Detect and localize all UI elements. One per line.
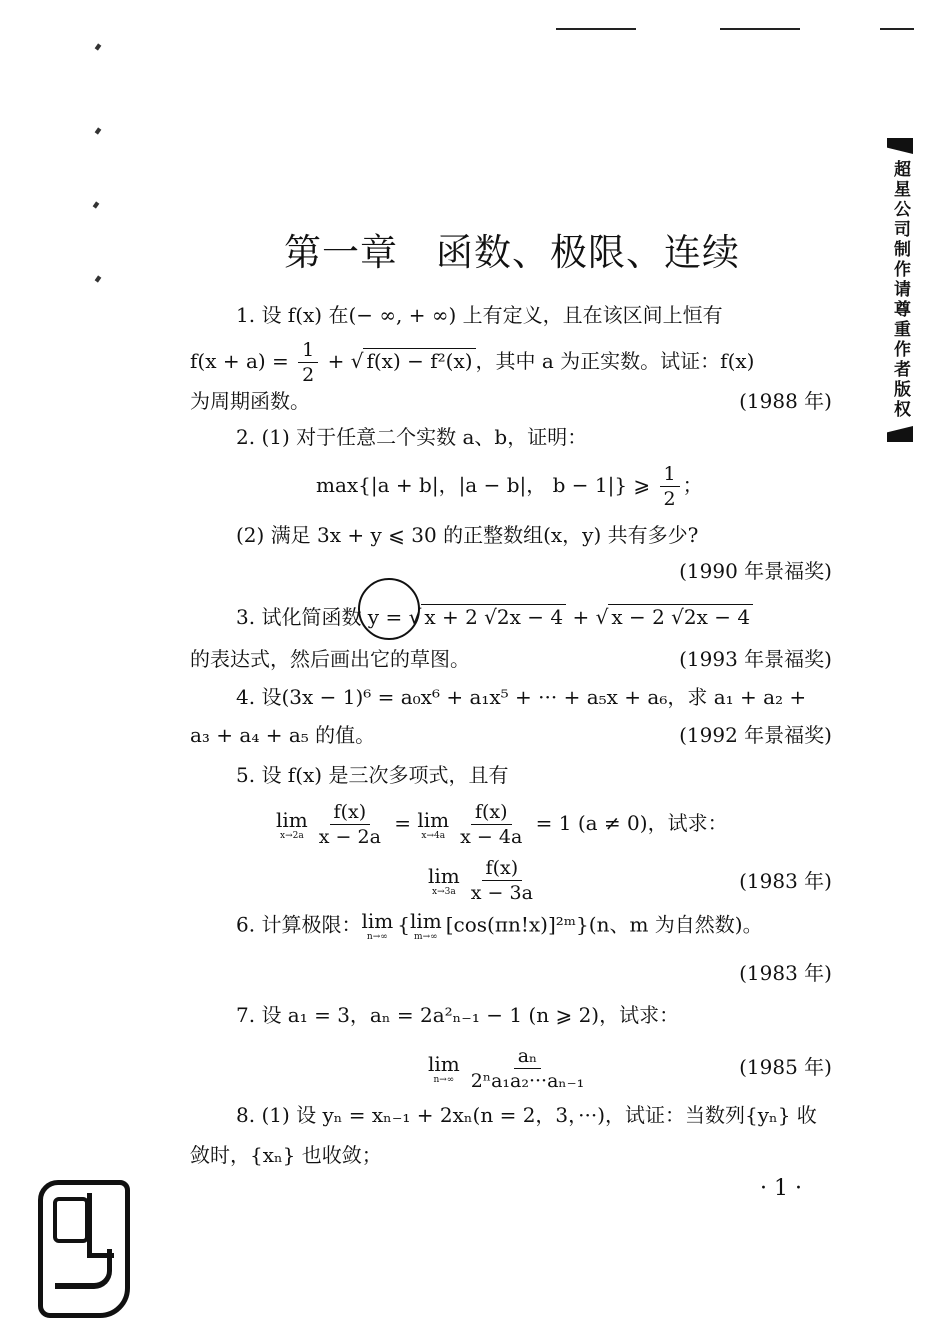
seal-glyph-part — [53, 1197, 89, 1243]
p2-semicolon: ； — [682, 473, 703, 497]
watermark-bar-top — [887, 138, 913, 154]
p6-brace: { — [397, 912, 410, 937]
chapter-title — [0, 222, 950, 276]
problem-5-line-1: 5. 设 f(x) 是三次多项式，且有 — [236, 763, 509, 787]
p7-fraction — [467, 1044, 589, 1093]
p2-fraction — [660, 462, 680, 511]
p6-lim-text-inner: lim — [409, 909, 442, 933]
p5-frac1-den: x − 2a — [318, 826, 381, 848]
problem-1-line-1: 1. 设 f(x) 在(− ∞, + ∞) 上有定义，且在该区间上恒有 — [236, 303, 723, 327]
problem-6-line-1 — [236, 910, 763, 942]
problem-4-year: (1992 年景福奖) — [679, 723, 832, 747]
p5-frac3-den: x − 3a — [470, 882, 533, 904]
p1-frac-num: 1 — [298, 338, 318, 363]
copyright-watermark — [886, 138, 914, 442]
p1-lhs: f(x + a) = — [190, 349, 296, 373]
problem-5-formula-1 — [276, 800, 728, 849]
problem-2-line-1: 2. (1) 对于任意二个实数 a、b，证明： — [236, 425, 588, 449]
p5-frac3-num: f(x) — [482, 856, 523, 881]
problem-7-line-1: 7. 设 a₁ = 3，aₙ = 2a²ₙ₋₁ − 1 (n ⩾ 2)，试求： — [236, 1003, 680, 1027]
header-rule-3 — [880, 28, 914, 30]
header-rule-1 — [556, 28, 636, 30]
p6-lim-sub-inner: m→∞ — [414, 932, 438, 942]
p2-max-expr: max{|a + b|，|a − b|， b − 1|} ⩾ — [316, 473, 657, 497]
p6-label: 6. 计算极限： — [236, 912, 362, 937]
p5-fraction-2 — [456, 800, 526, 849]
p5-fraction-1 — [315, 800, 385, 849]
p5-frac1-num: f(x) — [330, 800, 371, 825]
margin-speck — [93, 201, 100, 208]
problem-3-year: (1993 年景福奖) — [679, 647, 832, 671]
seal-stamp — [38, 1180, 130, 1318]
p6-limit-inner — [410, 910, 442, 942]
p3-radicand-1: x + 2 √2x − 4 — [421, 604, 566, 629]
page-number: · 1 · — [760, 1176, 802, 1201]
p7-frac-num: aₙ — [514, 1044, 542, 1069]
problem-3-line-1 — [236, 604, 753, 630]
p6-lim-sub-outer: n→∞ — [366, 932, 388, 942]
problem-3-line-2: 的表达式，然后画出它的草图。 — [190, 647, 470, 671]
p5-lim-text-2: lim — [417, 807, 450, 832]
p5-limit-3 — [428, 865, 460, 897]
p3-lhs: 3. 试化简函数 y = √ — [236, 605, 422, 629]
p5-frac2-den: x − 4a — [460, 826, 523, 848]
problem-4-line-2: a₃ + a₄ + a₅ 的值。 — [190, 723, 376, 747]
problem-1-year: (1988 年) — [739, 389, 832, 413]
p5-limit-2 — [417, 809, 449, 841]
p1-radicand: f(x) − f²(x) — [363, 348, 475, 373]
p5-lim-text-3: lim — [428, 863, 460, 888]
p7-lim-sub: n→∞ — [433, 1074, 455, 1085]
p5-lim-text-1: lim — [276, 807, 308, 832]
p7-lim-text: lim — [428, 1051, 460, 1076]
problem-4-line-1: 4. 设(3x − 1)⁶ = a₀x⁶ + a₁x⁵ + ··· + a₅x + a₆，求 a₁ + a₂ + — [236, 685, 807, 709]
p7-frac-den: 2ⁿa₁a₂···aₙ₋₁ — [470, 1070, 585, 1092]
p5-lim-sub-3: x→3a — [432, 886, 456, 897]
problem-2-formula — [316, 462, 703, 511]
header-rule-2 — [720, 28, 800, 30]
p1-fraction — [298, 338, 318, 387]
seal-glyph-part — [55, 1249, 112, 1289]
watermark-bar-bottom — [887, 426, 913, 442]
p1-frac-den: 2 — [302, 364, 315, 386]
p5-limit-1 — [276, 809, 308, 841]
problem-2-line-2: (2) 满足 3x + y ⩽ 30 的正整数组(x，y) 共有多少? — [236, 523, 699, 547]
problem-7-formula — [428, 1044, 591, 1093]
p3-radicand-2: x − 2 √2x − 4 — [608, 604, 753, 629]
p5-lim-sub-1: x→2a — [280, 830, 304, 841]
p1-plus-root: + √ — [321, 349, 364, 373]
p6-lim-text-outer: lim — [361, 909, 394, 933]
p5-fraction-3 — [467, 856, 537, 905]
p5-equals: = — [394, 811, 412, 835]
p6-limit-outer — [361, 910, 393, 942]
problem-1-line-3: 为周期函数。 — [190, 389, 310, 413]
p5-frac2-num: f(x) — [471, 800, 512, 825]
p1-tail: ，其中 a 为正实数。试证：f(x) — [475, 349, 755, 373]
margin-speck — [95, 127, 102, 134]
p2-frac-den: 2 — [663, 488, 676, 510]
problem-5-year: (1983 年) — [739, 869, 832, 893]
chapter-number: 第一章 — [284, 231, 398, 274]
p2-frac-num: 1 — [660, 462, 680, 487]
margin-speck — [95, 275, 102, 282]
p5-lim-sub-2: x→4a — [421, 830, 446, 841]
p7-limit — [428, 1053, 460, 1085]
problem-6-year: (1983 年) — [739, 961, 832, 985]
problem-1-line-2 — [190, 338, 754, 387]
problem-8-line-2: 敛时，{xₙ} 也收敛； — [190, 1143, 382, 1167]
p5-tail: = 1 (a ≠ 0)，试求： — [535, 811, 728, 835]
problem-2-year: (1990 年景福奖) — [679, 559, 832, 583]
watermark-text: 超星公司制作请尊重作者版权 — [890, 160, 910, 420]
chapter-topic: 函数、极限、连续 — [436, 231, 740, 274]
problem-5-formula-2 — [428, 856, 540, 905]
problem-8-line-1: 8. (1) 设 yₙ = xₙ₋₁ + 2xₙ(n = 2，3，···)，试证：当数列{yₙ} 收 — [236, 1103, 817, 1127]
p6-body: [cos(πn!x)]²ᵐ}(n、m 为自然数)。 — [445, 912, 763, 937]
margin-speck — [95, 43, 102, 50]
problem-7-year: (1985 年) — [739, 1055, 832, 1079]
p3-plus-root: + √ — [566, 605, 609, 629]
